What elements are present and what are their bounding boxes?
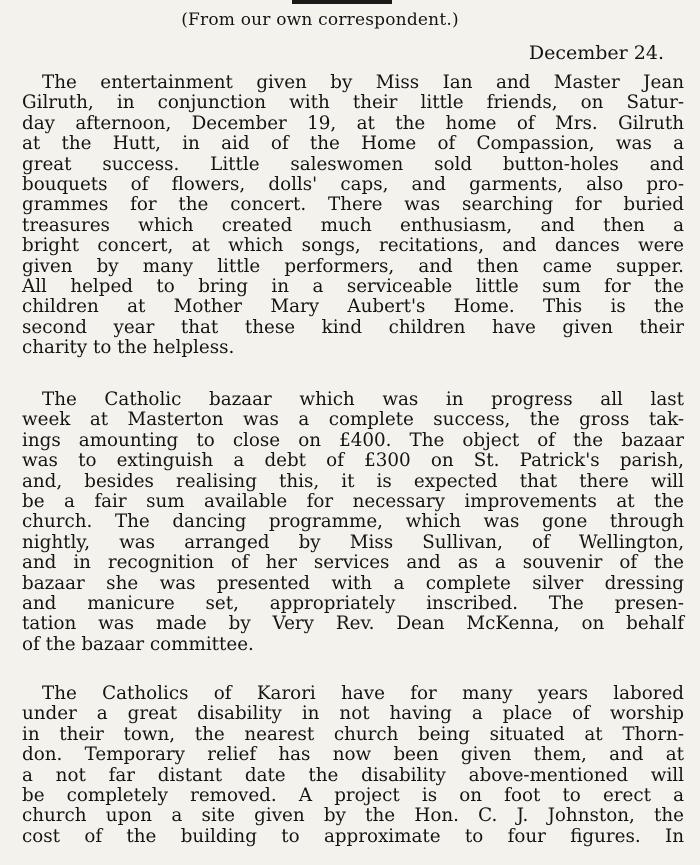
text-line: children at Mother Mary Aubert's Home. This is the bbox=[22, 296, 684, 318]
text-line: cost of the building to approximate to four figures. In bbox=[22, 825, 684, 847]
text-line: and manicure set, appropriately inscribed. The presen- bbox=[22, 592, 684, 614]
text-line: treasures which created much enthusiasm, and then a bbox=[22, 214, 684, 236]
paragraph-entertainment bbox=[22, 73, 684, 358]
text-line: tation was made by Very Rev. Dean McKenna, on behalf bbox=[22, 613, 684, 635]
text-line: bright concert, at which songs, recitations, and dances were bbox=[22, 235, 684, 257]
text-line: and in recognition of her services and as a souvenir of the bbox=[22, 552, 684, 574]
text-line: charity to the helpless. bbox=[22, 337, 235, 359]
text-line: and, besides realising this, it is expected that there will bbox=[22, 470, 684, 492]
text-line: in their town, the nearest church being situated at Thorn- bbox=[22, 723, 684, 745]
text-line: a not far distant date the disability above-mentioned will bbox=[22, 764, 684, 786]
text-line: nightly, was arranged by Miss Sullivan, of Wellington, bbox=[22, 531, 684, 553]
paragraph-karori bbox=[22, 684, 684, 847]
text-line: be completely removed. A project is on foot to erect a bbox=[22, 784, 684, 806]
text-line: bazaar she was presented with a complete silver dressing bbox=[22, 572, 684, 594]
text-line: day afternoon, December 19, at the home of Mrs. Gilruth bbox=[22, 112, 684, 134]
column-rule bbox=[292, 0, 392, 4]
text-line: great success. Little saleswomen sold button-holes and bbox=[22, 153, 684, 175]
text-line: second year that these kind children have given their bbox=[22, 316, 684, 338]
text-line: under a great disability in not having a place of worship bbox=[22, 703, 684, 725]
text-line: be a fair sum available for necessary improvements at the bbox=[22, 490, 684, 512]
text-line: don. Temporary relief has now been given them, and at bbox=[22, 744, 684, 766]
text-line: week at Masterton was a complete success, the gross tak- bbox=[22, 409, 684, 431]
text-line: of the bazaar committee. bbox=[22, 633, 254, 655]
text-line: All helped to bring in a serviceable little sum for the bbox=[22, 275, 684, 297]
text-line: church upon a site given by the Hon. C. J. Johnston, the bbox=[22, 805, 684, 827]
paragraph-bazaar bbox=[22, 390, 684, 655]
text-line: Gilruth, in conjunction with their little friends, on Satur- bbox=[22, 92, 684, 114]
text-line: church. The dancing programme, which was gone through bbox=[22, 511, 684, 533]
text-line: at the Hutt, in aid of the Home of Compassion, was a bbox=[22, 133, 684, 155]
text-line: bouquets of flowers, dolls' caps, and garments, also pro- bbox=[22, 173, 684, 195]
article-date: December 24. bbox=[528, 42, 664, 64]
text-line: ings amounting to close on £400. The object of the bazaar bbox=[22, 429, 684, 451]
text-line: given by many little performers, and then came supper. bbox=[22, 255, 684, 277]
text-line: was to extinguish a debt of £300 on St. Patrick's parish, bbox=[22, 450, 684, 472]
text-line: The Catholics of Karori have for many years labored bbox=[42, 683, 684, 704]
text-line: grammes for the concert. There was searching for buried bbox=[22, 194, 684, 216]
text-line: The Catholic bazaar which was in progress all last bbox=[42, 389, 684, 410]
correspondent-byline: (From our own correspondent.) bbox=[181, 10, 459, 30]
text-line: The entertainment given by Miss Ian and Master Jean bbox=[42, 72, 684, 93]
